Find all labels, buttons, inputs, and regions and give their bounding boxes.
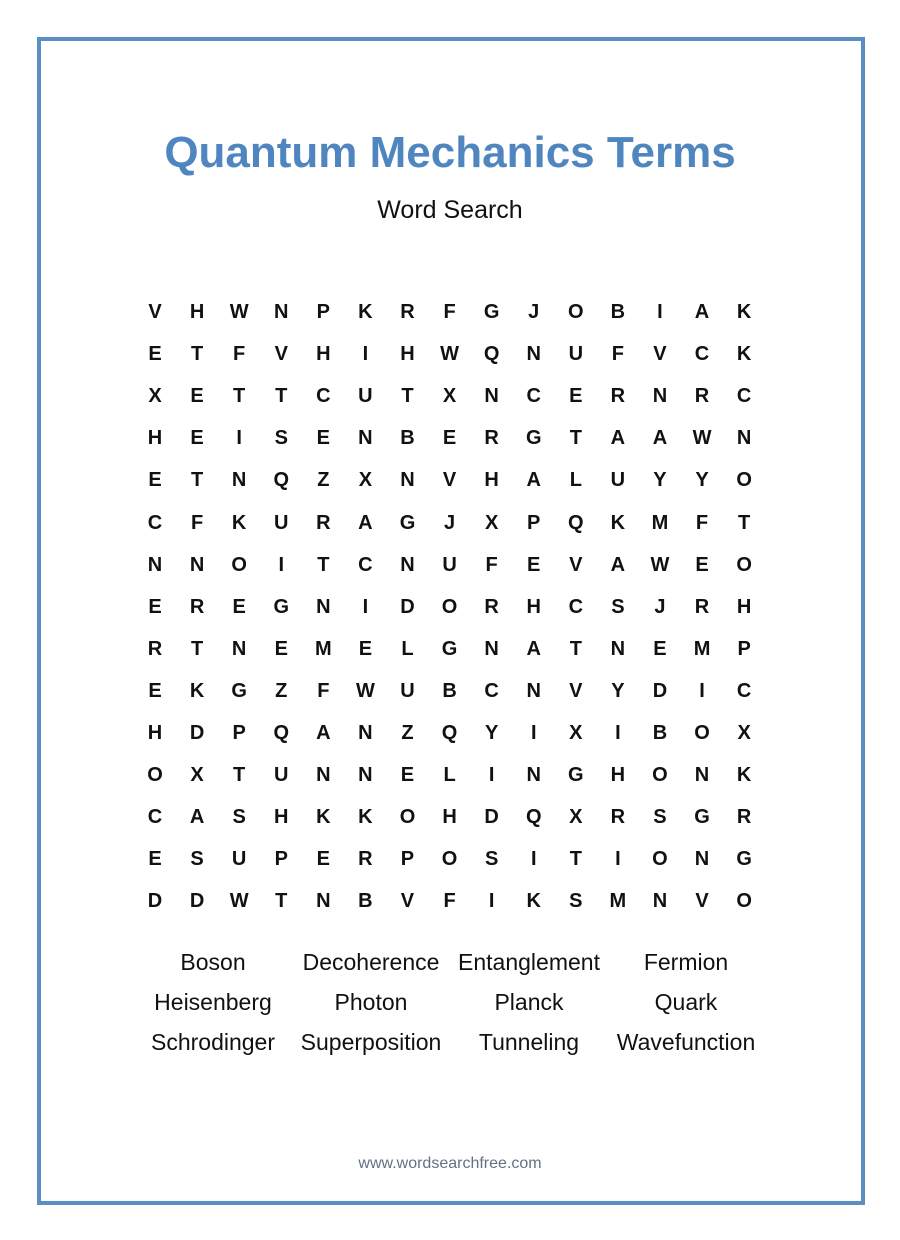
grid-cell[interactable]: R [189, 595, 205, 618]
grid-cell[interactable]: A [610, 427, 626, 450]
grid-cell[interactable]: V [400, 890, 415, 913]
grid-cell[interactable]: N [358, 427, 373, 450]
grid-cell[interactable]: C [147, 806, 163, 829]
word-list-item: Schrodinger [150, 1029, 276, 1055]
grid-cell[interactable]: A [358, 511, 373, 534]
grid-cell[interactable]: S [653, 806, 667, 829]
grid-cell[interactable]: D [652, 679, 668, 702]
grid-cell[interactable]: N [274, 301, 289, 323]
grid-cell[interactable]: E [148, 848, 162, 871]
grid-cell[interactable]: E [148, 679, 162, 702]
grid-cell[interactable]: I [530, 722, 537, 744]
grid-cell[interactable]: V [569, 679, 583, 702]
grid-cell[interactable]: O [652, 848, 668, 871]
grid-cell[interactable]: U [568, 343, 584, 366]
grid-cell[interactable]: V [695, 890, 709, 913]
grid-cell[interactable]: I [615, 722, 621, 744]
grid-cell[interactable]: S [569, 890, 583, 913]
grid-cell[interactable]: X [484, 511, 499, 534]
grid-cell[interactable]: E [400, 764, 415, 787]
grid-cell[interactable]: A [526, 637, 541, 660]
grid-cell[interactable]: R [147, 637, 163, 660]
footer-url[interactable]: www.wordsearchfree.com [358, 1155, 542, 1172]
grid-cell[interactable]: N [316, 890, 331, 913]
grid-cell[interactable]: T [569, 848, 582, 871]
grid-cell[interactable]: I [362, 595, 369, 618]
grid-cell[interactable]: N [189, 553, 205, 576]
grid-cell[interactable]: P [400, 848, 415, 871]
grid-cell[interactable]: B [442, 679, 457, 702]
grid-cell[interactable]: N [358, 722, 373, 744]
grid-cell[interactable]: N [694, 764, 710, 787]
word-list-item: Decoherence [302, 949, 440, 975]
grid-cell[interactable]: R [484, 595, 499, 618]
grid-cell[interactable]: E [148, 595, 162, 618]
grid-cell[interactable]: T [233, 385, 246, 408]
grid-cell[interactable]: W [355, 679, 375, 702]
grid-cell[interactable]: N [652, 890, 668, 913]
grid-cell[interactable]: D [400, 595, 415, 618]
grid-cell[interactable]: T [275, 385, 288, 408]
grid-cell[interactable]: O [231, 553, 247, 576]
grid-cell[interactable]: C [484, 679, 499, 702]
grid-cell[interactable]: C [694, 343, 710, 366]
grid-cell[interactable]: X [442, 385, 457, 408]
grid-cell[interactable]: O [652, 764, 668, 787]
grid-cell[interactable]: X [358, 469, 373, 492]
grid-cell[interactable]: F [695, 511, 709, 534]
grid-cell[interactable]: C [736, 385, 752, 408]
grid-cell[interactable]: P [527, 511, 541, 534]
grid-cell[interactable]: D [189, 890, 205, 913]
grid-cell[interactable]: G [273, 595, 290, 618]
grid-cell[interactable]: N [526, 764, 541, 787]
grid-cell[interactable]: K [358, 301, 373, 323]
grid-cell[interactable]: I [488, 764, 495, 787]
grid-cell[interactable]: N [736, 427, 752, 450]
grid-cell[interactable]: R [694, 595, 710, 618]
grid-cell[interactable]: H [189, 301, 205, 323]
grid-cell[interactable]: O [736, 469, 752, 492]
grid-cell[interactable]: H [484, 469, 499, 492]
grid-cell[interactable]: N [694, 848, 710, 871]
grid-cell[interactable]: W [229, 301, 249, 323]
grid-cell[interactable]: H [147, 427, 163, 450]
grid-cell[interactable]: O [568, 301, 584, 323]
grid-cell[interactable]: D [147, 890, 163, 913]
grid-cell[interactable]: M [314, 637, 332, 660]
grid-cell[interactable]: N [610, 637, 626, 660]
word-list-item: Quark [654, 989, 718, 1015]
grid-cell[interactable]: E [316, 427, 330, 450]
grid-cell[interactable]: I [236, 427, 242, 450]
grid-cell[interactable]: T [569, 637, 582, 660]
grid-cell[interactable]: Z [275, 679, 288, 702]
grid-cell[interactable]: E [148, 469, 162, 492]
grid-cell[interactable]: B [358, 890, 373, 913]
grid-cell[interactable]: Q [483, 343, 500, 366]
grid-cell[interactable]: V [442, 469, 457, 492]
grid-cell[interactable]: N [400, 469, 415, 492]
grid-cell[interactable]: H [400, 343, 415, 366]
grid-cell[interactable]: A [526, 469, 541, 492]
word-list-item: Wavefunction [616, 1029, 756, 1055]
grid-cell[interactable]: Q [525, 806, 542, 829]
grid-cell[interactable]: H [442, 806, 457, 829]
grid-cell[interactable]: T [401, 385, 414, 408]
grid-cell[interactable]: J [528, 301, 540, 323]
word-list-item: Photon [334, 989, 408, 1015]
grid-cell[interactable]: C [358, 553, 373, 576]
grid-cell[interactable]: F [317, 679, 330, 702]
grid-cell[interactable]: E [358, 637, 373, 660]
grid-cell[interactable]: E [695, 553, 709, 576]
grid-cell[interactable]: A [316, 722, 331, 744]
grid-cell[interactable]: P [316, 301, 330, 323]
grid-cell[interactable]: K [736, 343, 752, 366]
grid-cell[interactable]: K [526, 890, 541, 913]
grid-cell[interactable]: L [443, 764, 456, 787]
grid-cell[interactable]: D [484, 806, 499, 829]
grid-cell[interactable]: S [274, 427, 288, 450]
grid-cell[interactable]: U [231, 848, 247, 871]
grid-cell[interactable]: O [147, 764, 163, 787]
word-list-item: Boson [180, 949, 246, 975]
grid-cell[interactable]: K [316, 806, 331, 829]
grid-cell[interactable]: X [569, 722, 583, 744]
word-list-item: Superposition [300, 1029, 442, 1055]
grid-cell[interactable]: Y [484, 722, 499, 744]
grid-cell[interactable]: R [316, 511, 331, 534]
grid-cell[interactable]: V [653, 343, 667, 366]
grid-cell[interactable]: K [736, 764, 752, 787]
grid-cell[interactable]: E [527, 553, 541, 576]
grid-cell[interactable]: B [652, 722, 668, 744]
grid-cell[interactable]: S [611, 595, 625, 618]
grid-cell[interactable]: K [736, 301, 752, 323]
grid-cell[interactable]: X [737, 722, 751, 744]
grid-cell[interactable]: R [736, 806, 752, 829]
grid-cell[interactable]: Q [273, 469, 290, 492]
grid-cell[interactable]: O [441, 595, 458, 618]
grid-cell[interactable]: G [525, 427, 542, 450]
page-title: Quantum Mechanics Terms [164, 128, 736, 177]
grid-cell[interactable]: O [694, 722, 710, 744]
grid-cell[interactable]: N [526, 343, 541, 366]
grid-cell[interactable]: W [440, 343, 459, 366]
word-list-item: Heisenberg [154, 989, 272, 1015]
grid-cell[interactable]: W [650, 553, 670, 576]
word-list-item: Planck [494, 989, 564, 1015]
grid-cell[interactable]: Z [317, 469, 330, 492]
grid-cell[interactable]: X [569, 806, 583, 829]
grid-cell[interactable]: E [569, 385, 583, 408]
grid-cell[interactable]: X [190, 764, 204, 787]
grid-cell[interactable]: T [190, 469, 204, 492]
grid-cell[interactable]: A [652, 427, 668, 450]
grid-cell[interactable]: C [568, 595, 584, 618]
grid-cell[interactable]: W [692, 427, 712, 450]
grid-cell[interactable]: K [358, 806, 373, 829]
grid-cell[interactable]: N [484, 385, 499, 408]
grid-cell[interactable]: V [274, 343, 288, 366]
grid-cell[interactable]: P [737, 637, 751, 660]
grid-cell[interactable]: M [609, 890, 627, 913]
grid-cell[interactable]: B [400, 427, 415, 450]
word-list-item: Tunneling [478, 1029, 580, 1055]
grid-cell[interactable]: R [610, 385, 626, 408]
grid-cell[interactable]: N [316, 764, 331, 787]
grid-cell[interactable]: L [569, 469, 582, 492]
grid-cell[interactable]: U [442, 553, 457, 576]
grid-cell[interactable]: F [190, 511, 204, 534]
grid-cell[interactable]: E [190, 427, 204, 450]
grid-cell[interactable]: D [189, 722, 205, 744]
grid-cell[interactable]: A [694, 301, 710, 323]
grid-cell[interactable]: G [694, 806, 710, 829]
grid-cell[interactable]: M [651, 511, 669, 534]
grid-cell[interactable]: E [274, 637, 288, 660]
grid-cell[interactable]: T [275, 890, 288, 913]
grid-cell[interactable]: R [400, 301, 415, 323]
grid-cell[interactable]: W [229, 890, 249, 913]
grid-cell[interactable]: K [610, 511, 626, 534]
grid-cell[interactable]: N [484, 637, 499, 660]
grid-cell[interactable]: F [485, 553, 498, 576]
grid-cell[interactable]: E [190, 385, 204, 408]
grid-cell[interactable]: Q [441, 722, 458, 744]
grid-cell[interactable]: C [147, 511, 163, 534]
grid-cell[interactable]: I [488, 890, 495, 913]
word-list-item: Entanglement [458, 949, 600, 975]
grid-cell[interactable]: X [148, 385, 162, 408]
grid-cell[interactable]: O [399, 806, 416, 829]
grid-cell[interactable]: H [610, 764, 626, 787]
grid-cell[interactable]: N [147, 553, 163, 576]
grid-cell[interactable]: I [278, 553, 285, 576]
grid-cell[interactable]: R [610, 806, 626, 829]
grid-cell[interactable]: R [694, 385, 710, 408]
grid-cell[interactable]: N [231, 469, 247, 492]
grid-cell[interactable]: I [530, 848, 537, 871]
grid-cell[interactable]: L [401, 637, 414, 660]
grid-cell[interactable]: C [736, 679, 752, 702]
grid-cell[interactable]: Y [653, 469, 667, 492]
grid-cell[interactable]: H [147, 722, 163, 744]
grid-cell[interactable]: R [484, 427, 499, 450]
grid-cell[interactable]: G [736, 848, 752, 871]
grid-cell[interactable]: E [148, 343, 162, 366]
grid-cell[interactable]: S [190, 848, 204, 871]
grid-cell[interactable]: H [526, 595, 541, 618]
grid-cell[interactable]: G [231, 679, 247, 702]
grid-cell[interactable]: E [653, 637, 667, 660]
grid-cell[interactable]: H [316, 343, 331, 366]
grid-cell[interactable]: I [657, 301, 663, 323]
grid-cell[interactable]: K [231, 511, 247, 534]
grid-cell[interactable]: R [358, 848, 373, 871]
grid-cell[interactable]: G [399, 511, 416, 534]
grid-cell[interactable]: F [233, 343, 246, 366]
grid-cell[interactable]: O [736, 553, 752, 576]
grid-cell[interactable]: Q [568, 511, 584, 534]
grid-cell[interactable]: P [274, 848, 288, 871]
grid-cell[interactable]: V [569, 553, 583, 576]
grid-cell[interactable]: H [274, 806, 289, 829]
grid-cell[interactable]: J [443, 511, 456, 534]
grid-cell[interactable]: U [610, 469, 626, 492]
grid-cell[interactable]: T [317, 553, 330, 576]
grid-cell[interactable]: T [190, 343, 204, 366]
grid-cell[interactable]: F [611, 343, 624, 366]
page-subtitle: Word Search [377, 196, 523, 224]
grid-cell[interactable]: T [233, 764, 246, 787]
grid-cell[interactable]: V [148, 301, 162, 323]
grid-cell[interactable]: C [526, 385, 541, 408]
grid-cell[interactable]: U [274, 511, 289, 534]
grid-cell[interactable]: A [610, 553, 626, 576]
grid-cell[interactable]: M [693, 637, 711, 660]
grid-cell[interactable]: I [362, 343, 369, 366]
grid-cell[interactable]: O [441, 848, 458, 871]
grid-cell[interactable]: Y [695, 469, 709, 492]
grid-cell[interactable]: P [232, 722, 246, 744]
grid-cell[interactable]: K [189, 679, 205, 702]
grid-cell[interactable]: N [400, 553, 415, 576]
grid-cell[interactable]: N [358, 764, 373, 787]
grid-cell[interactable]: N [652, 385, 668, 408]
grid-cell[interactable]: B [610, 301, 626, 323]
grid-cell[interactable]: F [443, 890, 456, 913]
grid-cell[interactable]: S [484, 848, 499, 871]
grid-cell[interactable]: N [526, 679, 541, 702]
grid-cell[interactable]: E [442, 427, 457, 450]
grid-cell[interactable]: J [654, 595, 666, 618]
grid-cell[interactable]: Z [401, 722, 414, 744]
grid-cell[interactable]: O [736, 890, 752, 913]
grid-cell[interactable]: S [232, 806, 246, 829]
grid-cell[interactable]: I [699, 679, 705, 702]
grid-cell[interactable]: E [232, 595, 246, 618]
grid-cell[interactable]: H [736, 595, 752, 618]
grid-cell[interactable]: N [316, 595, 331, 618]
grid-cell[interactable]: N [231, 637, 247, 660]
grid-cell[interactable]: E [316, 848, 330, 871]
grid-cell[interactable]: A [189, 806, 205, 829]
grid-cell[interactable]: U [274, 764, 289, 787]
grid-cell[interactable]: T [190, 637, 204, 660]
grid-cell[interactable]: T [738, 511, 751, 534]
grid-cell[interactable]: G [568, 764, 584, 787]
grid-cell[interactable]: Y [611, 679, 625, 702]
grid-cell[interactable]: T [569, 427, 582, 450]
grid-cell[interactable]: G [441, 637, 458, 660]
grid-cell[interactable]: G [483, 301, 500, 323]
grid-cell[interactable]: Q [273, 722, 290, 744]
grid-cell[interactable]: C [316, 385, 331, 408]
grid-cell[interactable]: U [358, 385, 373, 408]
grid-cell[interactable]: U [400, 679, 415, 702]
grid-cell[interactable]: I [615, 848, 621, 871]
word-list-item: Fermion [643, 949, 729, 975]
grid-cell[interactable]: F [443, 301, 456, 323]
